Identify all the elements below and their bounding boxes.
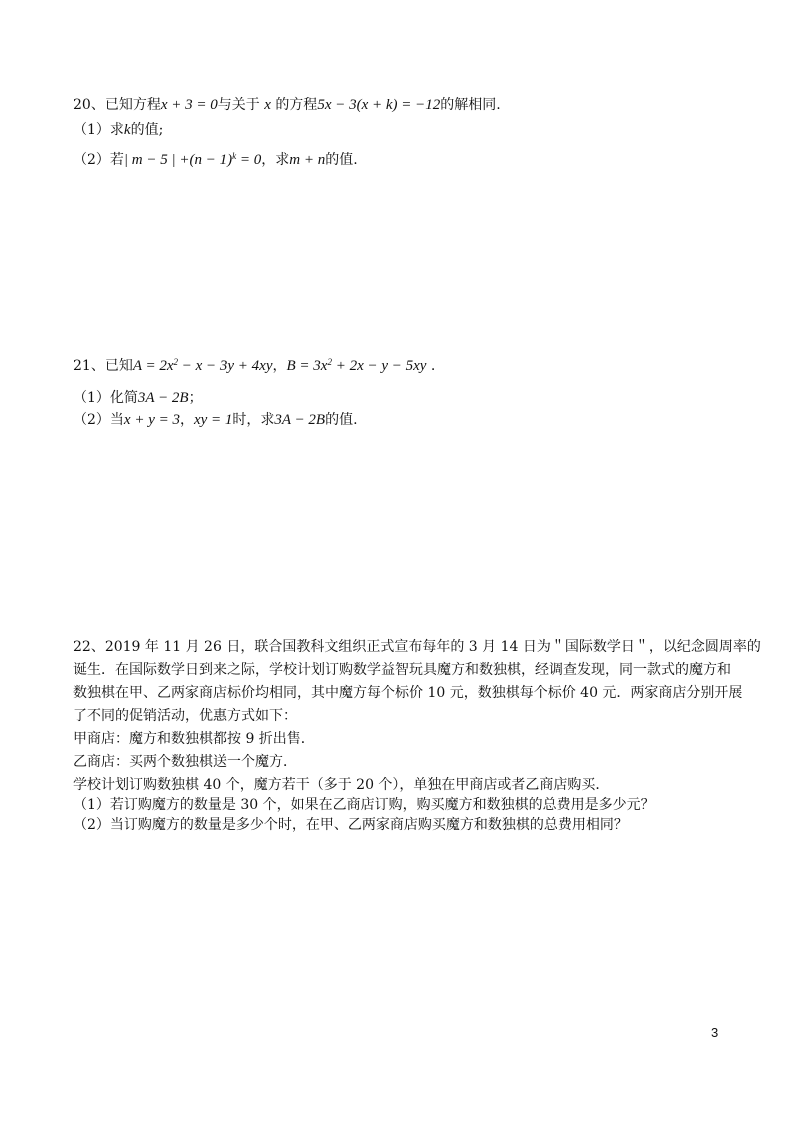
q20-part-1-variable: k [123,122,131,138]
q21-expression-a-rest: − x − 3y + 4xy [178,358,273,374]
q22-part-2: （2）当订购魔方的数量是多少个时，在甲、乙两家商店购买魔方和数独棋的总费用相同？ [73,817,628,833]
q20-equation-2: 5x − 3(x + k) = −12 [317,97,441,113]
q21-expression-a-exponent: 2 [173,357,178,367]
q21-comma: ， [272,358,287,374]
q20-variable: x [264,97,271,113]
page-number: 3 [711,1025,719,1040]
q20-part-2-suffix: 的值. [325,152,358,168]
q20-part-2-expression-rhs: = 0 [236,152,262,168]
q21-part-2-condition-2: xy = 1 [193,412,233,428]
q20-part-2-mid: ，求 [261,152,290,168]
q20-part-1 [73,120,163,140]
q20-part-2-exponent: k [232,151,237,161]
q21-part-2-suffix: 的值. [325,412,358,428]
q21-part-2-condition-1: x + y = 3 [123,412,180,428]
q20-suffix: 的解相同. [440,97,501,113]
q21-part-1-expression: 3A − 2B [137,390,189,406]
q20-equation-1: x + 3 = 0 [160,97,218,113]
q21-part-2 [73,410,358,430]
q22-part-1: （1）若订购魔方的数量是 30 个，如果在乙商店订购，购买魔方和数独棋的总费用是多少元？ [73,797,655,813]
q22-line: 甲商店：魔方和数独棋都按 9 折出售． [73,731,315,747]
q21-part-2-comma: ， [179,412,194,428]
q21-expression-a-base: A = 2x [132,358,174,374]
q20-part-2-expression [124,152,261,168]
q20-part-1-prefix: （1）求 [73,122,124,138]
q20-part-1-suffix: 的值; [130,122,164,138]
q22-line: 学校计划订购数独棋 40 个，魔方若干（多于 20 个），单独在甲商店或者乙商店购买． [73,777,610,793]
q20-prefix: 20、已知方程 [73,97,161,113]
q22-line: 22、2019 年 11 月 26 日，联合国教科文组织正式宣布每年的 3 月 14 日为＂国际数学日＂，以纪念圆周率的 [73,639,761,655]
q21-expression-b-base: B = 3x [286,358,328,374]
q20-part-2-prefix: （2）若 [73,152,124,168]
q21-end: . [430,358,436,374]
q22-line: 了不同的促销活动，优惠方式如下： [73,708,297,724]
q22-line: 数独棋在甲、乙两家商店标价均相同，其中魔方每个标价 10 元，数独棋每个标价 40 元．两家商店分别开展 [73,685,743,701]
q21-expression-b [287,358,427,374]
q21-expression-a [133,358,273,374]
q20-part-2 [73,150,358,170]
q21-part-2-expression: 3A − 2B [274,412,326,428]
q20-part-2-expression-base: | m − 5 | +(n − 1) [123,152,233,168]
q21-part-2-prefix: （2）当 [73,412,124,428]
q21-expression-b-exponent: 2 [327,357,332,367]
q21-part-1-prefix: （1）化简 [73,390,138,406]
q21-statement [73,356,435,376]
q21-expression-b-rest: + 2x − y − 5xy [331,358,427,374]
q22-line: 诞生．在国际数学日到来之际，学校计划订购数学益智玩具魔方和数独棋，经调查发现，同一款式的魔方和 [73,662,731,678]
q20-statement [73,95,501,115]
q21-part-2-mid: 时，求 [232,412,275,428]
q22-line: 乙商店：买两个数独棋送一个魔方． [73,754,297,770]
q20-part-2-target: m + n [289,152,326,168]
q21-part-1 [73,388,203,408]
q20-mid-text: 与关于 [217,97,260,113]
q21-part-1-suffix: ； [188,390,203,406]
q20-mid-text-2: 的方程 [275,97,318,113]
q21-prefix: 21、已知 [73,358,133,374]
